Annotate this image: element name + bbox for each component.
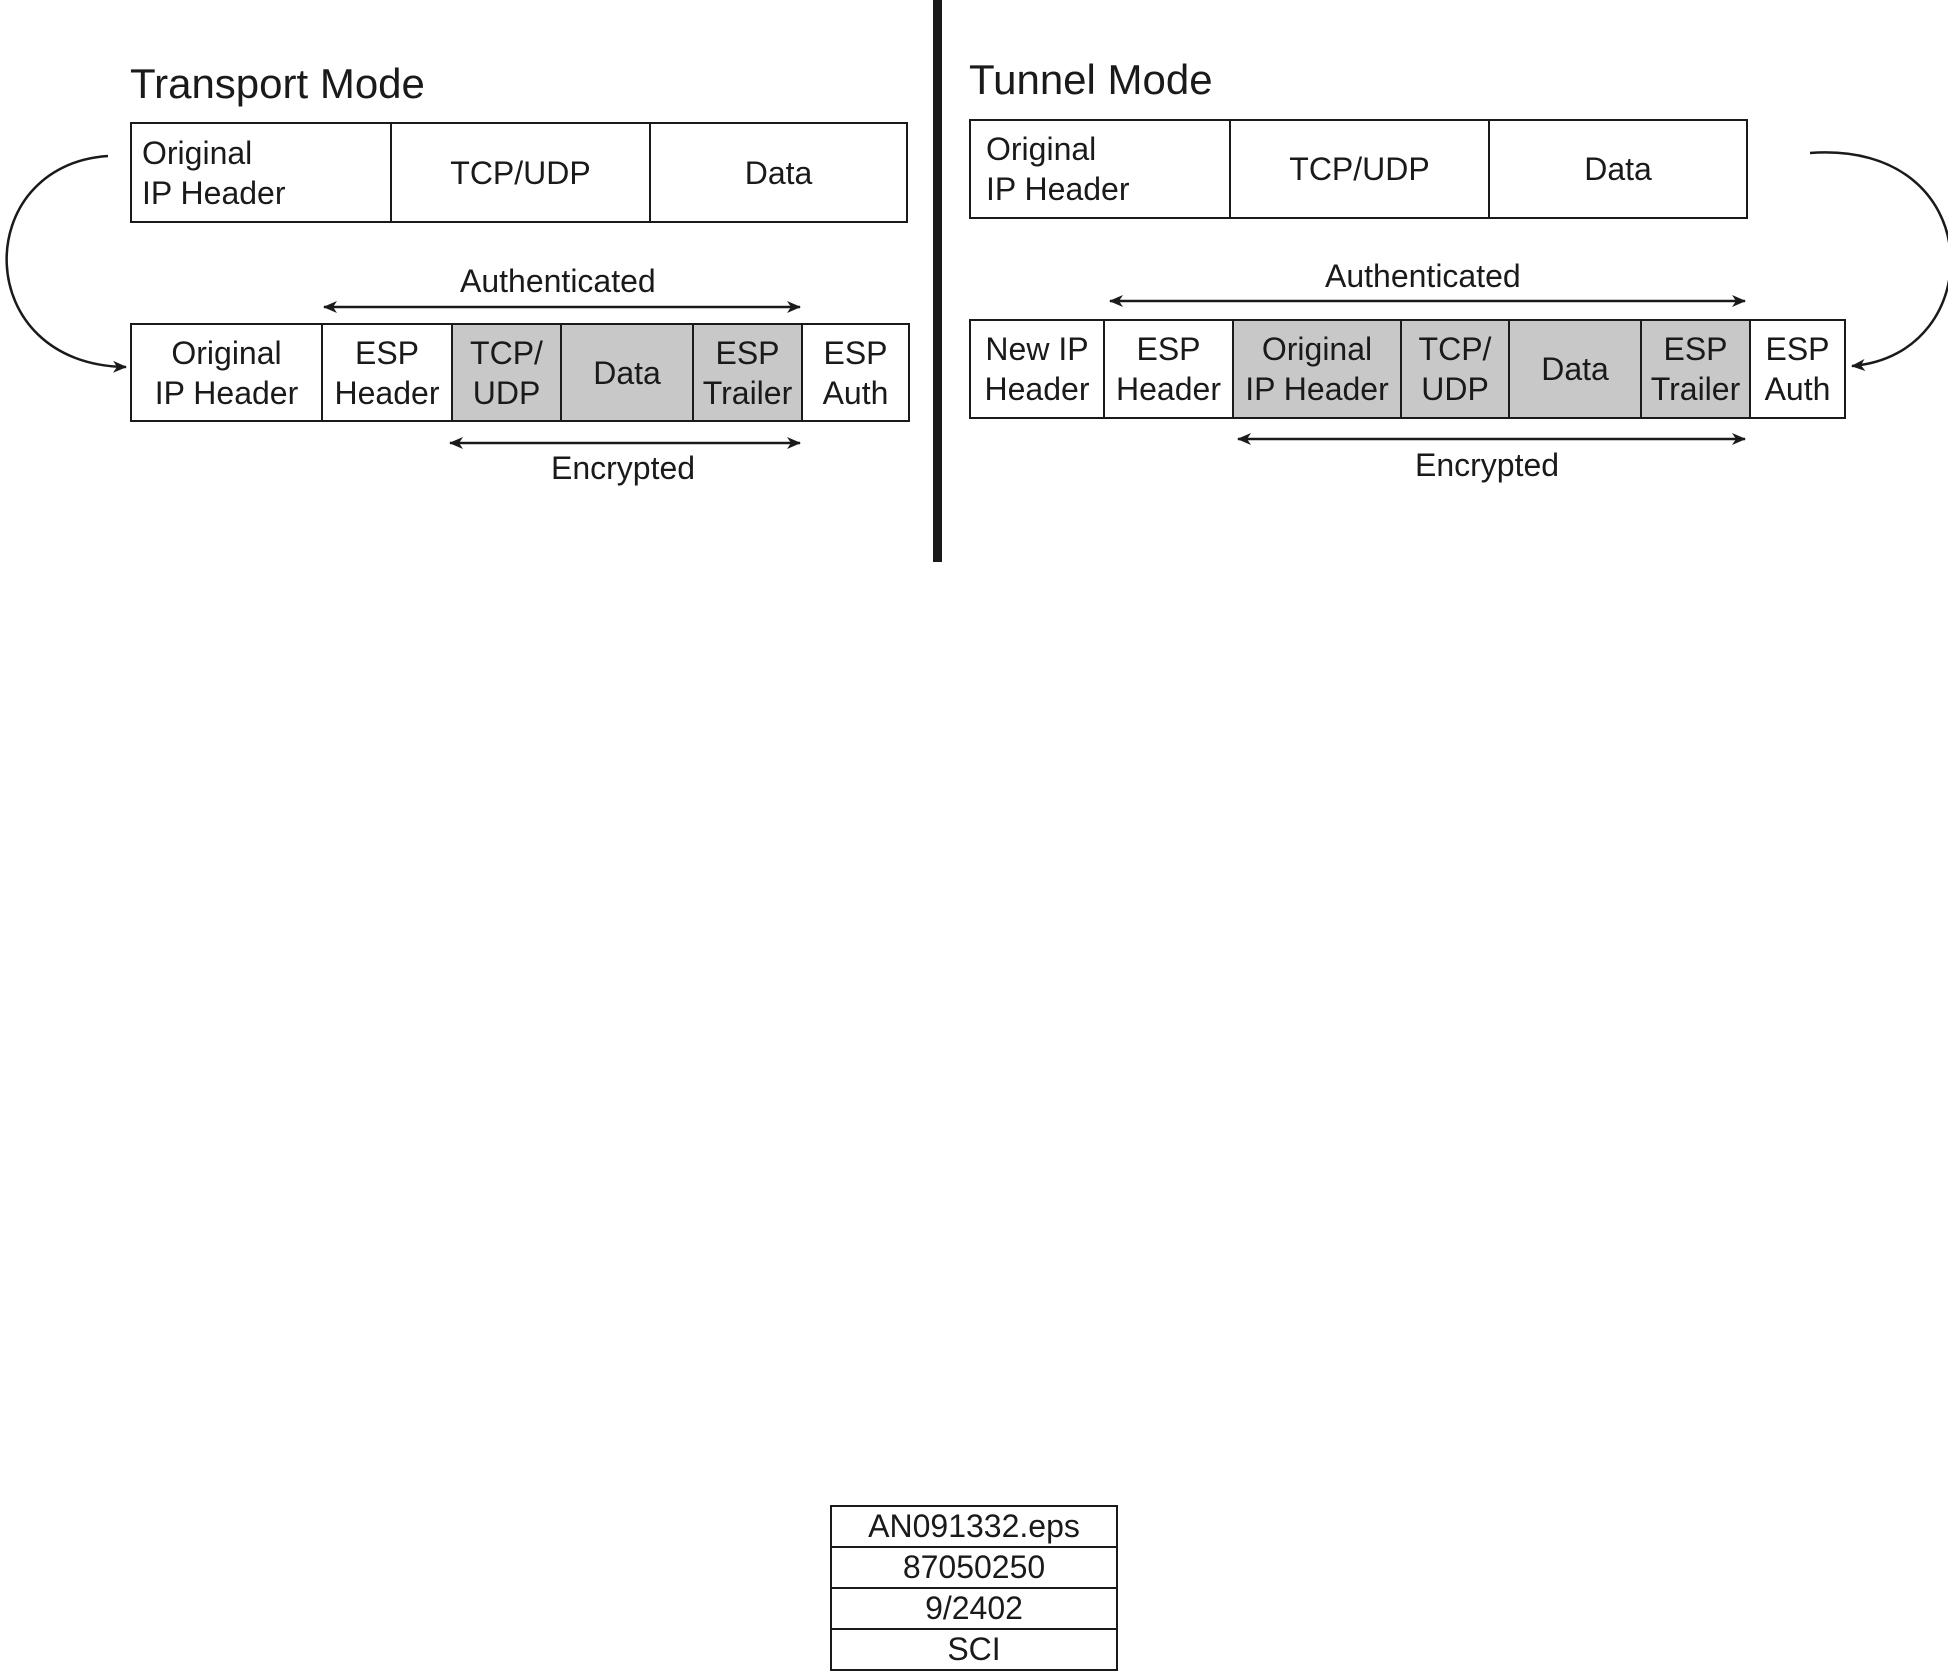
tunnel-encapsulation-curve bbox=[1810, 152, 1948, 366]
cell-line: IP Header bbox=[154, 374, 299, 411]
tunnel-mode-title: Tunnel Mode bbox=[969, 56, 1213, 103]
cell-line: TCP/UDP bbox=[450, 154, 591, 191]
cell-line: Trailer bbox=[1650, 371, 1741, 407]
stamp-tag: SCI bbox=[947, 1631, 1001, 1667]
cell-line: UDP bbox=[472, 374, 541, 411]
cell-line: ESP bbox=[354, 334, 420, 371]
cell-line: IP Header bbox=[1245, 371, 1389, 407]
cell-line: Auth bbox=[1764, 371, 1831, 407]
stamp-filename: AN091332.eps bbox=[832, 1507, 1116, 1548]
cell-line: Auth bbox=[822, 374, 889, 411]
cell-line: ESP bbox=[1136, 331, 1201, 367]
cell-line: Original bbox=[986, 131, 1097, 167]
cell-line: Trailer bbox=[702, 374, 793, 411]
cell-line: Header bbox=[334, 374, 440, 411]
stamp-number: 87050250 bbox=[832, 1548, 1116, 1589]
cell-line: TCP/UDP bbox=[1289, 151, 1430, 187]
cell-line: Header bbox=[1116, 371, 1221, 407]
cell-line: Original bbox=[142, 134, 253, 171]
transport-encapsulation-curve bbox=[7, 156, 126, 367]
cell-line: Data bbox=[744, 154, 813, 191]
cell-line: TCP/ bbox=[1418, 331, 1492, 367]
cell-line: Original bbox=[171, 334, 282, 371]
stamp-code: 9/2402 bbox=[832, 1589, 1116, 1630]
cell-line: Data bbox=[1541, 351, 1609, 387]
cell-line: ESP bbox=[1765, 331, 1830, 367]
cell-line: UDP bbox=[1421, 371, 1489, 407]
transport-encrypted-label: Encrypted bbox=[551, 450, 696, 486]
cell-line: ESP bbox=[823, 334, 888, 371]
cell-line: IP Header bbox=[986, 171, 1130, 207]
cell-line: ESP bbox=[715, 334, 780, 371]
cell-line: IP Header bbox=[142, 174, 286, 211]
cell-line: Header bbox=[984, 371, 1090, 407]
cell-line: TCP/ bbox=[470, 334, 543, 371]
cell-line: Data bbox=[1584, 151, 1652, 187]
transport-authenticated-label: Authenticated bbox=[460, 263, 656, 299]
transport-mode-title: Transport Mode bbox=[130, 60, 425, 107]
cell-line: Original bbox=[1261, 331, 1373, 367]
tunnel-authenticated-label: Authenticated bbox=[1325, 258, 1521, 294]
file-stamp-box bbox=[830, 1505, 1118, 1671]
tunnel-encrypted-label: Encrypted bbox=[1415, 447, 1560, 483]
cell-line: New IP bbox=[985, 331, 1089, 367]
cell-line: Data bbox=[593, 354, 661, 391]
cell-line: ESP bbox=[1663, 331, 1728, 367]
